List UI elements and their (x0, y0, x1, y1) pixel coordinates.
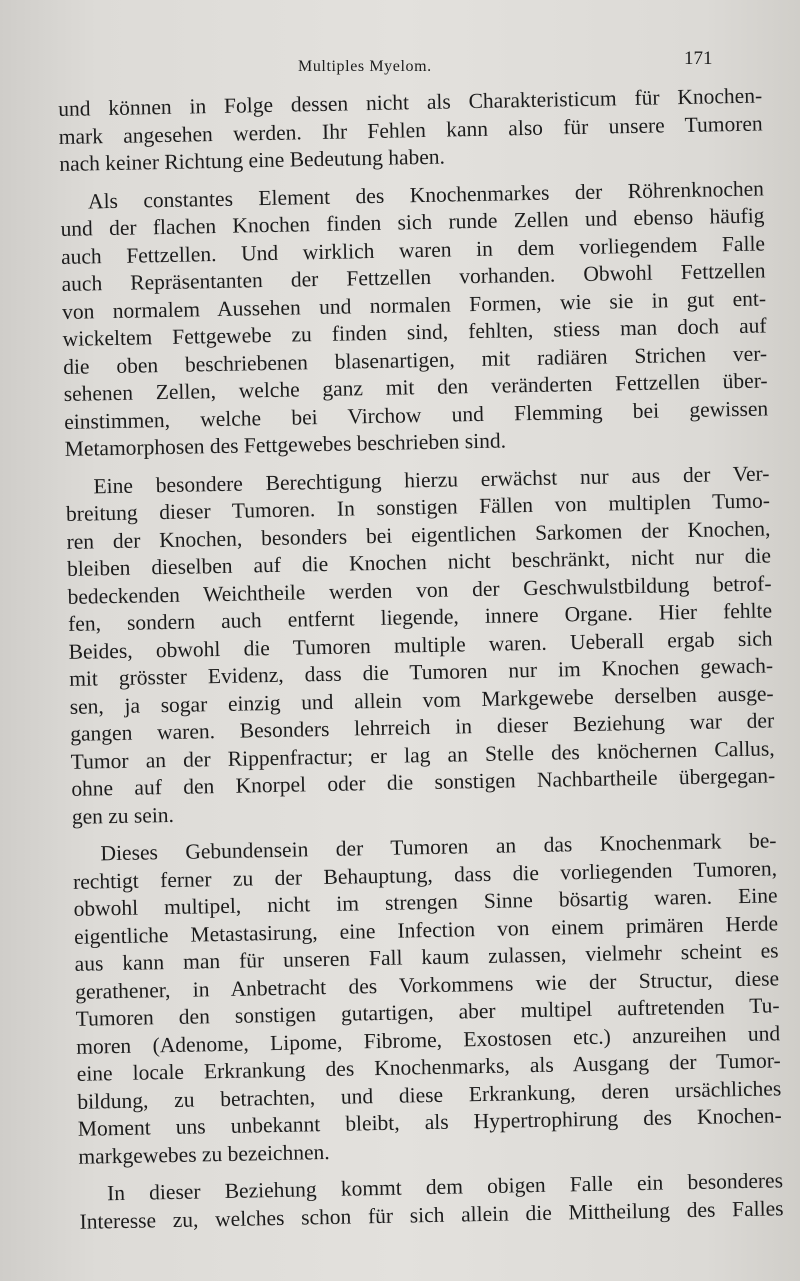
text-line: von normalem Aussehen und normalen Formen, wie sie in gut ent- (61, 285, 767, 324)
text-line: sen, ja sogar einzig und allein vom Markgewebe derselben ausge- (69, 680, 774, 719)
text-line: mark angesehen werden. Ihr Fehlen kann also für unsere Tumoren (58, 110, 763, 149)
text-line: auch Fettzellen. Und wirklich waren in dem vorliegendem Falle (60, 230, 766, 269)
text-line: bleiben dieselben auf die Knochen nicht beschränkt, nicht nur die (66, 543, 772, 581)
text-line: rechtigt ferner zu der Behauptung, dass die vorliegenden Tumoren, (72, 855, 778, 894)
text-line: Als constantes Element des Knochenmarkes der Röhrenknochen (87, 175, 765, 213)
text-line: markgewebes zu bezeichnen. (78, 1139, 330, 1169)
paragraph (72, 827, 782, 1170)
text-line: auch Repräsentanten der Fettzellen vorhanden. Obwohl Fettzellen (61, 258, 766, 296)
text-line: gerathener, in Anbetracht des Vorkommens wie der Structur, diese (74, 965, 780, 1004)
text-line: obwohl multipel, nicht im strengen Sinne bösartig waren. Eine (73, 883, 778, 921)
text-line: Tumor an der Rippenfractur; er lag an Stelle des knöchernen Callus, (70, 735, 775, 774)
text-line: und können in Folge dessen nicht als Charakteristicum für Knochen- (58, 83, 763, 121)
text-line: Beides, obwohl die Tumoren multiple waren. Ueberall ergab sich (68, 625, 773, 664)
body-text (58, 82, 784, 1245)
text-line: eigentliche Metastasirung, eine Infection von einem primären Herde (73, 910, 779, 949)
page-number: 171 (684, 48, 713, 69)
text-line: gangen waren. Besonders lehrreich in dieser Beziehung war der (70, 708, 775, 746)
text-line: eine locale Erkrankung des Knochenmarks, als Ausgang der Tumor- (76, 1048, 781, 1086)
text-line: mit grösster Evidenz, dass die Tumoren nur im Knochen gewach- (68, 653, 774, 691)
text-line: Tumoren den sonstigen gutartigen, aber multipel auftretenden Tu- (75, 993, 780, 1031)
text-line: Eine besondere Berechtigung hierzu erwächst nur aus der Ver- (93, 460, 770, 498)
text-line: einstimmen, welche bei Virchow und Flemming bei gewissen (64, 395, 769, 434)
text-line: Moment uns unbekannt bleibt, als Hypertrophirung des Knochen- (77, 1103, 782, 1141)
text-line: bedeckenden Weichtheile werden von der Geschwulstbildung betrof- (67, 570, 772, 609)
text-line: ren der Knochen, besonders bei eigentlichen Sarkomen der Knochen, (66, 515, 771, 554)
text-line: moren (Adenome, Lipome, Fibrome, Exostosen etc.) anzureihen und (76, 1020, 781, 1059)
paragraph (65, 460, 776, 831)
paragraph (60, 175, 769, 463)
text-line: und der flachen Knochen finden sich runde Zellen und ebenso häufig (60, 203, 765, 241)
text-line: ohne auf den Knorpel oder die sonstigen Nachbartheile übergegan- (71, 763, 776, 801)
text-line: die oben beschriebenen blasenartigen, mit radiären Strichen ver- (62, 340, 768, 379)
text-line: gen zu sein. (71, 802, 175, 829)
text-line: breitung dieser Tumoren. In sonstigen Fällen von multiplen Tumo- (65, 488, 771, 526)
text-line: bildung, zu betrachten, und diese Erkrankung, deren ursächliches (77, 1075, 782, 1114)
text-line: aus kann man für unseren Fall kaum zulassen, vielmehr scheint es (74, 938, 779, 976)
text-line: sehenen Zellen, welche ganz mit den veränderten Fettzellen über- (63, 368, 768, 406)
text-line: Interesse zu, welches schon für sich allein die Mittheilung des Falles (79, 1195, 784, 1234)
text-line: wickeltem Fettgewebe zu finden sind, fehlten, stiess man doch auf (62, 313, 767, 351)
text-line: fen, sondern auch entfernt liegende, innere Organe. Hier fehlte (67, 598, 773, 636)
text-line: nach keiner Richtung eine Bedeutung haben. (59, 144, 446, 176)
running-title: Multiples Myelom. (298, 58, 432, 75)
text-line: In dieser Beziehung kommt dem obigen Falle ein besonderes (106, 1168, 784, 1206)
paragraph (58, 82, 763, 178)
text-line: Metamorphosen des Fettgewebes beschrieben sind. (64, 428, 507, 461)
text-line: Dieses Gebundensein der Tumoren an das Knochenmark be- (100, 828, 777, 866)
paragraph (79, 1167, 784, 1236)
